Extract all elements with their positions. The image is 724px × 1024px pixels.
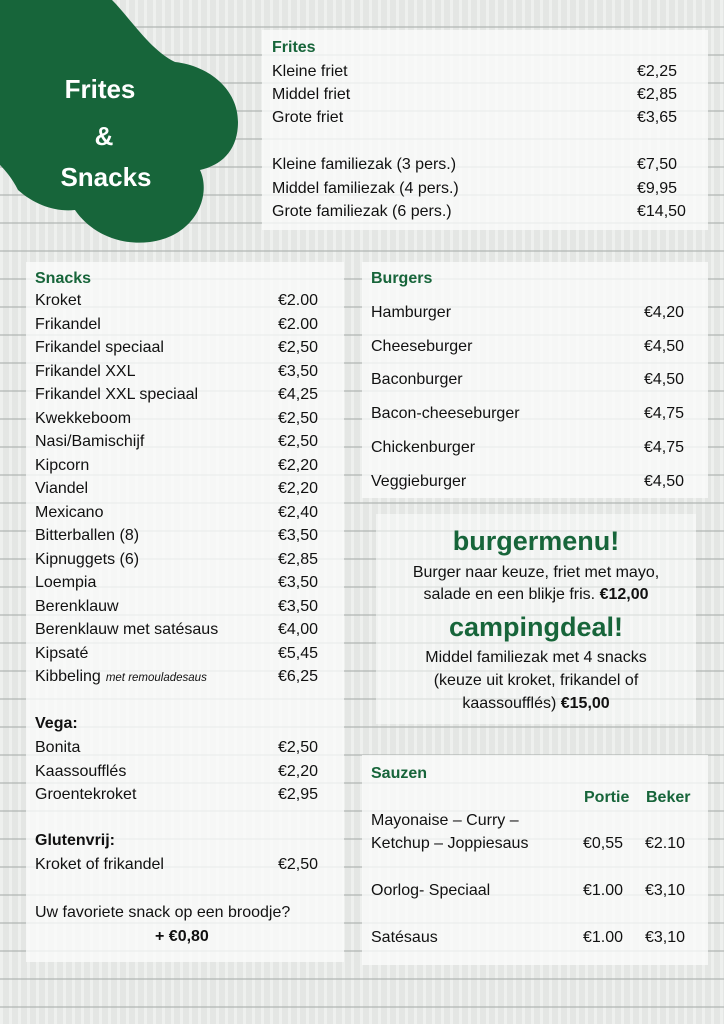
campingdeal-price: €15,00 <box>560 695 610 712</box>
snack-item-label: Bitterballen (8) <box>35 527 140 544</box>
snack-item-label: Frikandel <box>35 316 101 333</box>
vega-item-name: Kaassoufflés <box>35 763 127 780</box>
burger-item-price: €4,20 <box>644 304 685 321</box>
snack-item-label: Kipcorn <box>35 457 90 474</box>
snack-item-label: Kroket <box>35 292 82 309</box>
frites-item-name: Grote friet <box>272 109 344 126</box>
snack-item-price: €3,50 <box>278 598 319 615</box>
frites-item-name: Kleine familiezak (3 pers.) <box>272 156 457 173</box>
burgermenu-price: €12,00 <box>599 586 649 603</box>
frites-heading: Frites <box>272 39 316 56</box>
burgers-heading: Burgers <box>371 270 433 287</box>
burger-item-price: €4,75 <box>644 439 685 456</box>
saus-item-beker: €3,10 <box>645 929 686 946</box>
broodje-price: + €0,80 <box>155 928 209 945</box>
frites-panel <box>262 30 708 230</box>
snack-item-label: Kipsaté <box>35 645 89 662</box>
campingdeal-line1: Middel familiezak met 4 snacks <box>425 649 647 666</box>
snack-item-label: Kibbeling <box>35 668 101 685</box>
snack-item-label: Frikandel speciaal <box>35 339 164 356</box>
frites-item-price: €7,50 <box>637 156 678 173</box>
snack-item-price: €6,25 <box>278 668 319 685</box>
campingdeal-line3 <box>376 695 696 713</box>
snack-item-name <box>35 527 139 545</box>
sauzen-heading: Sauzen <box>371 765 428 782</box>
snack-item-name <box>35 551 139 569</box>
snack-item-name <box>35 480 88 498</box>
snack-item-price: €2,20 <box>278 480 319 497</box>
glutenvrij-item-name: Kroket of frikandel <box>35 856 164 873</box>
snack-item-name <box>35 363 136 381</box>
burger-item-name: Baconburger <box>371 371 463 388</box>
burgermenu-title: burgermenu! <box>452 526 620 556</box>
glutenvrij-item-price: €2,50 <box>278 856 319 873</box>
snack-item-price: €3,50 <box>278 363 319 380</box>
vega-item-price: €2,20 <box>278 763 319 780</box>
snack-item-price: €2,50 <box>278 433 319 450</box>
saus-item-beker: €3,10 <box>645 882 686 899</box>
snack-item-name <box>35 504 103 522</box>
vega-item-name: Bonita <box>35 739 81 756</box>
saus-item-name: Mayonaise – Curry – <box>371 812 519 829</box>
snack-item-label: Berenklauw met satésaus <box>35 621 219 638</box>
snack-item-name <box>35 668 207 686</box>
vega-item-name: Groentekroket <box>35 786 137 803</box>
frites-item-price: €2,25 <box>637 63 678 80</box>
campingdeal-title: campingdeal! <box>448 612 624 642</box>
snack-item-note: met remouladesaus <box>105 672 207 684</box>
snack-item-label: Berenklauw <box>35 598 119 615</box>
snack-item-name <box>35 292 81 310</box>
burger-item-name: Hamburger <box>371 304 452 321</box>
snack-item-price: €4,00 <box>278 621 319 638</box>
burger-item-price: €4,50 <box>644 371 685 388</box>
snack-item-label: Mexicano <box>35 504 104 521</box>
snack-item-name <box>35 574 96 592</box>
saus-item-portie: €0,55 <box>583 835 624 852</box>
burger-item-price: €4,50 <box>644 338 685 355</box>
snack-item-label: Kipnuggets (6) <box>35 551 140 568</box>
burger-item-name: Veggieburger <box>371 473 467 490</box>
snacks-heading: Snacks <box>35 270 92 287</box>
logo-line-snacks: Snacks <box>60 162 152 192</box>
snack-item-price: €2.00 <box>278 292 319 309</box>
snack-item-name <box>35 598 119 616</box>
burger-item-price: €4,75 <box>644 405 685 422</box>
snack-item-price: €2,40 <box>278 504 319 521</box>
saus-item-portie: €1.00 <box>583 882 624 899</box>
campingdeal-line2: (keuze uit kroket, frikandel of <box>433 672 639 689</box>
snack-item-label: Frikandel XXL speciaal <box>35 386 199 403</box>
snack-item-price: €3,50 <box>278 527 319 544</box>
saus-item-name-line2: Ketchup – Joppiesaus <box>371 835 529 852</box>
snack-item-name <box>35 339 164 357</box>
snack-item-price: €2,50 <box>278 410 319 427</box>
campingdeal-line3-text: kaassoufflés) <box>462 695 557 712</box>
snack-item-price: €4,25 <box>278 386 319 403</box>
burgermenu-line2-text: salade en een blikje fris. <box>423 586 596 603</box>
frites-item-name: Kleine friet <box>272 63 348 80</box>
snack-item-price: €2,20 <box>278 457 319 474</box>
frites-item-price: €3,65 <box>637 109 678 126</box>
snack-item-price: €5,45 <box>278 645 319 662</box>
snack-item-name <box>35 386 198 404</box>
frites-item-price: €2,85 <box>637 86 678 103</box>
frites-item-name: Middel friet <box>272 86 351 103</box>
sauzen-col-portie: Portie <box>584 789 630 806</box>
saus-item-portie: €1.00 <box>583 929 624 946</box>
snack-item-name <box>35 645 88 663</box>
sauzen-col-beker: Beker <box>646 789 691 806</box>
saus-item-beker: €2.10 <box>645 835 686 852</box>
burgermenu-line1: Burger naar keuze, friet met mayo, <box>412 564 660 581</box>
frites-item-price: €9,95 <box>637 180 678 197</box>
snack-item-price: €2,50 <box>278 339 319 356</box>
snack-item-name <box>35 433 144 451</box>
logo-line-frites: Frites <box>64 74 136 104</box>
snack-item-label: Nasi/Bamischijf <box>35 433 145 450</box>
snack-item-label: Viandel <box>35 480 89 497</box>
burger-item-price: €4,50 <box>644 473 685 490</box>
snack-item-name <box>35 410 131 428</box>
snack-item-price: €2.00 <box>278 316 319 333</box>
frites-item-name: Grote familiezak (6 pers.) <box>272 203 452 220</box>
snack-item-price: €2,85 <box>278 551 319 568</box>
frites-item-price: €14,50 <box>637 203 686 220</box>
vega-item-price: €2,50 <box>278 739 319 756</box>
snack-item-name <box>35 621 218 639</box>
vega-heading: Vega: <box>35 715 78 732</box>
snack-item-label: Frikandel XXL <box>35 363 136 380</box>
frites-item-name: Middel familiezak (4 pers.) <box>272 180 459 197</box>
glutenvrij-heading: Glutenvrij: <box>35 832 116 849</box>
logo-line-ampersand: & <box>94 121 114 151</box>
saus-item-name: Satésaus <box>371 929 438 946</box>
snack-item-label: Kwekkeboom <box>35 410 132 427</box>
burger-item-name: Chickenburger <box>371 439 476 456</box>
broodje-text: Uw favoriete snack op een broodje? <box>35 904 291 921</box>
burger-item-name: Cheeseburger <box>371 338 473 355</box>
burger-item-name: Bacon-cheeseburger <box>371 405 520 422</box>
saus-item-name: Oorlog- Speciaal <box>371 882 491 899</box>
snack-item-name <box>35 457 89 475</box>
snack-item-label: Loempia <box>35 574 97 591</box>
snack-item-name <box>35 316 101 334</box>
snack-item-price: €3,50 <box>278 574 319 591</box>
vega-item-price: €2,95 <box>278 786 319 803</box>
burgermenu-line2 <box>376 586 696 604</box>
